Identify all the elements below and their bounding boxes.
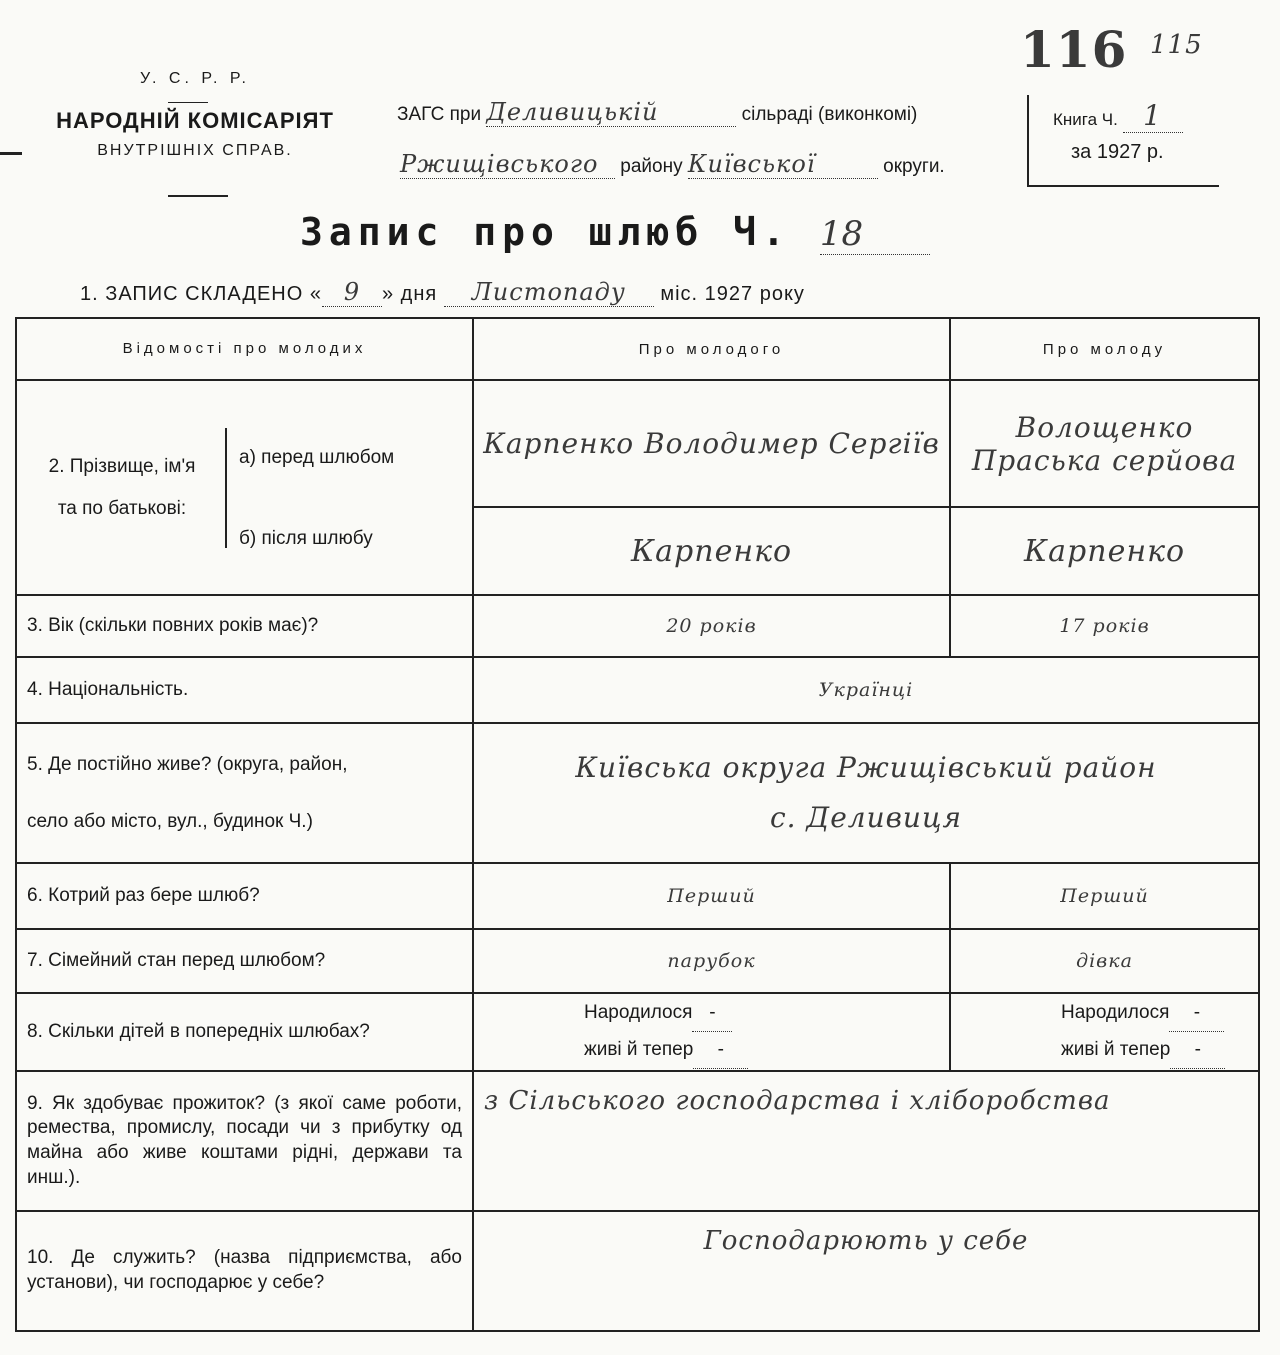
page-title: Запис про шлюб Ч. 18 [300,210,930,255]
groom-name-cell [473,380,950,595]
bride-name-after: Карпенко [1023,533,1186,569]
record-month: Листопаду [444,278,654,307]
district-name: Ржищівського [400,150,615,179]
table-row-livelihood [16,1071,1259,1211]
table-row-family-status [16,929,1259,993]
before-marriage-label: а) перед шлюбом [239,447,395,468]
district-line [400,150,945,179]
question-children: 8. Скільки дітей в попередніх шлюбах? [16,993,473,1071]
margin-mark [0,152,22,155]
question-age: 3. Вік (скільки повних років має)? [16,595,473,657]
groom-children: Народилося - живі й тепер - [473,993,950,1071]
book-year: за 1927 р. [1071,141,1164,163]
internal-affairs-label: ВНУТРІШНІХ СПРАВ. [97,142,293,159]
col-header-info: Відомості про молодих [16,318,473,380]
bride-family-status: дівка [950,929,1259,993]
okrug-label: округи. [883,156,945,177]
archive-number-small: 115 [1150,30,1203,60]
residence-value: Київська округа Ржищівський район с. Деливиця [473,723,1259,863]
table-row-name [16,380,1259,595]
livelihood-value: з Сільського господарства і хліборобства [473,1071,1259,1211]
groom-family-status: парубок [473,929,950,993]
nationality-value: Українці [473,657,1259,723]
question-residence: 5. Де постійно живе? (округа, район, село або місто, вул., будинок Ч.) [16,723,473,863]
archive-number: 116 [1020,20,1128,79]
record-number: 18 [820,214,930,255]
zags-prefix: ЗАГС при [397,104,482,125]
council-label: сільраді (виконкомі) [741,104,918,125]
book-box [1027,95,1219,187]
after-marriage-label: б) після шлюбу [239,527,373,549]
book-number: 1 [1123,99,1183,133]
question-service: 10. Де служить? (назва підприємства, або установи), чи господарює у себе? [16,1211,473,1331]
bride-marriage-count: Перший [950,863,1259,929]
table-row-service [16,1211,1259,1331]
col-header-groom: Про молодого [473,318,950,380]
table-row-children [16,993,1259,1071]
marriage-form-table [15,317,1260,1332]
groom-age: 20 років [473,595,950,657]
groom-name-before: Карпенко Володимер Сергіїв [474,381,949,508]
question-name: 2. Прізвище, ім'я та по батькові: а) перед шлюбом б) після шлюбу [16,380,473,595]
commissariat-label: НАРОДНІЙ КОМІСАРІЯТ [56,108,334,133]
service-value: Господарюють у себе [473,1211,1259,1331]
question-family-status: 7. Сімейний стан перед шлюбом? [16,929,473,993]
divider [168,195,228,197]
groom-marriage-count: Перший [473,863,950,929]
issuer-block [40,70,350,160]
ussr-label: У. С. Р. Р. [139,70,250,87]
zags-line [397,98,917,127]
record-day: 9 [322,278,382,307]
book-label: Книга Ч. 1 [1053,99,1183,133]
bride-name-cell [950,380,1259,595]
table-row-age [16,595,1259,657]
table-row-marriage-count [16,863,1259,929]
question-nationality: 4. Національність. [16,657,473,723]
bride-children: Народилося - живі й тепер - [950,993,1259,1071]
question-marriage-count: 6. Котрий раз бере шлюб? [16,863,473,929]
bride-age: 17 років [950,595,1259,657]
bride-name-before: Волощенко Праська серйова [951,381,1258,508]
table-header-row [16,318,1259,380]
okrug-name: Київської [688,150,878,179]
table-row-residence [16,723,1259,863]
question-livelihood: 9. Як здобуває прожиток? (з якої саме роботи, ремества, промислу, посади чи з прибутку од майна або живе коштами рідні, держави та инш.). [16,1071,473,1211]
col-header-bride: Про молоду [950,318,1259,380]
record-line: 1. ЗАПИС СКЛАДЕНО « 9 » дня Листопаду міс. 1927 року [80,278,805,306]
groom-name-after: Карпенко [630,533,793,569]
zags-village: Деливицькій [486,98,736,127]
table-row-nationality [16,657,1259,723]
district-label: району [620,156,683,177]
divider [168,102,208,103]
